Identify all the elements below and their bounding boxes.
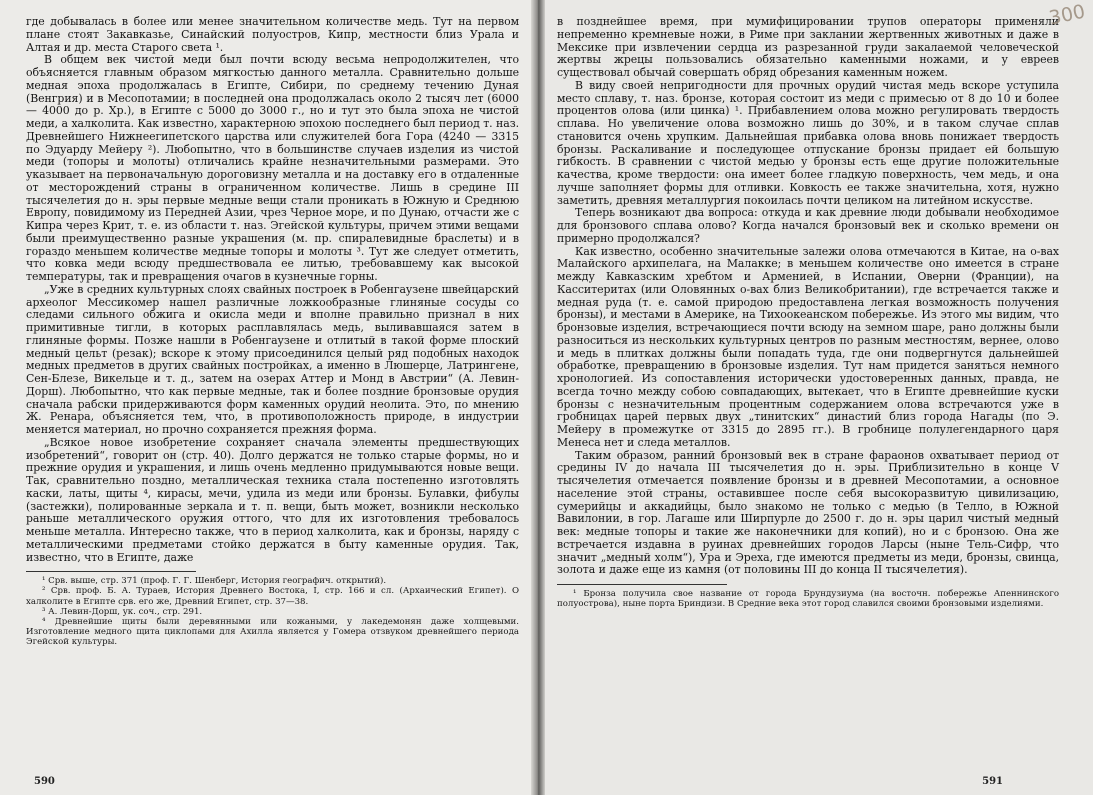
footnote: ¹ Срв. выше, стр. 371 (проф. Г. Г. Шенберг, История географич. открытий). — [42, 576, 387, 587]
book-gutter — [531, 0, 545, 795]
paragraph: Таким образом, ранний бронзовый век в стране фараонов охватывает период от средины IV до начала III тысячелетия до н. эры. Приблизительно в конце V тысячелетия отмечается появление бронзы и в древней Месопотамии, а основное население этой страны, оставившее после себя высокоразвитую цивилизацию, сумерийцы и аккадийцы, было знакомо не только с медью (в Телло, в Южной Вавилонии, в гор. Лагаше или Ширпурле до 2500 г. до н. эры царил чистый медный век: медные топоры и такие же наконечники для копий), но и с бронзою. Она же встречается издавна в руинах древнейших городов Ларсы (ныне Тель-Сифр, что значит „медный холм“), Ура и Эреха, где имеются предметы из меди, бронзы, свинца, золота и даже еще из камня (от половины III до конца II тысячелетия). — [557, 448, 1059, 577]
paragraph: Теперь возникают два вопроса: откуда и как древние люди добывали необходимое для бронзового сплава олово? Когда начался бронзовый век и сколько времени он примерно продолжался? — [557, 206, 1059, 245]
footnote-rule — [557, 584, 727, 585]
left-page-text — [26, 16, 519, 564]
footnote: ¹ Бронза получила свое название от города Брундузиума (на восточн. побережье Апеннинского полуострова), ныне порта Бриндизи. В Средние века этот город славился своими бронзовыми изделиями. — [557, 589, 1059, 610]
left-page — [0, 0, 537, 795]
right-page — [537, 0, 1093, 795]
paragraph: Как известно, особенно значительные залежи олова отмечаются в Китае, на о-вах Малайского архипелага, на Малакке; в меньшем количестве оно имеется в стране между Кавказским хребтом и Арменией, в Испании, Оверни (Франции), на Касситеритах (или Оловянных о-вах близ Великобритании), где встречается также и медная руда (т. е. самой природою предоставлена легкая возможность получения бронзы), и местами в Америке, на Тихоокеанском побережье. Из этого мы видим, что бронзовые изделия, встречающиеся почти всюду на земном шаре, рано должны были разноситься из нескольких культурных центров по разным местностям, вернее, олово и медь в плитках должны были попадать туда, где они подвергнутся дальнейшей обработке, превращению в бронзовые изделия. Тут нам придется заняться немного хронологией. Из сопоставления исторически удостоверенных данных, правда, не всегда точно между собою совпадающих, вытекает, что в Египте древнейшие куски бронзы с незначительным процентным содержанием олова встречаются уже в гробницах царей первых двух „тинитских“ династий близ города Нагады (по Э. Мейеру в промежутке от 3315 до 2895 гг.). В гробнице полулегендарного царя Менеса нет и следа металлов. — [557, 244, 1059, 449]
paragraph: „Уже в средних культурных слоях свайных построек в Робенгаузене швейцарский археолог Мессикомер нашел различные ложкообразные глиняные сосуды со следами сильного обжига и окисла меди и вполне правильно признал в них примитивные тигли, в которых расплавлялась медь, выливавшаяся затем в глиняные формы. Позже нашли в Робенгаузене и отлитый в такой форме плоский медный цельт (резак); вскоре к этому присоединился целый ряд подобных находок медных предметов в других свайных постройках, а именно в Люшерце, Латрингене, Сен-Блезе, Викельце и т. д., затем на озерах Аттер и Монд в Австрии“ (А. Левин-Дорш). Любопытно, что как первые медные, так и более поздние бронзовые орудия сначала рабски придерживаются форм каменных орудий неолита. Это, по мнению Ж. Ренара, объясняется тем, что, в противоположность природе, в индустрии меняется материал, но прочно сохраняется прежняя форма. — [26, 282, 519, 436]
footnote: ⁴ Древнейшие щиты были деревянными или кожаными, у лакедемонян даже холщевыми. Изготовление медного щита циклопами для Ахилла является у Гомера отзвуком древнейшего периода Эгейской культуры. — [26, 617, 519, 648]
paragraph: В виду своей непригодности для прочных орудий чистая медь вскоре уступила место сплаву, т. наз. бронзе, которая состоит из меди с примесью от 8 до 10 и более процентов олова (или цинка) ¹. Прибавлением олова можно регулировать твердость сплава. Но увеличение олова возможно лишь до 30%, и в таком случае сплав становится очень хрупким. Дальнейшая прибавка олова вновь понижает твердость бронзы. Раскаливание и последующее отпускание бронзы придает ей большую гибкость. В сравнении с чистой медью у бронзы есть еще другие положительные качества, кроме твердости: она имеет более гладкую поверхность, чем медь, и она лучше заполняет формы для отливки. Ковкость ее также значительна, хотя, нужно заметить, древняя металлургия покоилась почти целиком на литейном искусстве. — [557, 78, 1059, 207]
right-footnotes — [557, 589, 1059, 609]
page-number: 590 — [34, 776, 55, 787]
footnote: ² Срв. проф. Б. А. Тураев, История Древнего Востока, I, стр. 166 и сл. (Архаический Египет). О халколите в Египте срв. его же, Древний Египет, стр. 37—38. — [26, 586, 519, 607]
page-number: 591 — [982, 776, 1003, 787]
paragraph: „Всякое новое изобретение сохраняет сначала элементы предшествующих изобретений“, говорит он (стр. 40). Долго держатся не только старые формы, но и прежние орудия и украшения, и лишь очень медленно придумываются новые вещи. Так, сравнительно поздно, металлическая техника стала постепенно изготовлять каски, латы, щиты ⁴, кирасы, мечи, удила из меди или бронзы. Булавки, фибулы (застежки), полированные зеркала и т. п. вещи, быть может, возникли несколько раньше металлического оружия оттого, что для их изготовления требовалось меньше металла. Интересно также, что в период халколита, как и бронзы, наряду с металлическими предметами стойко держатся в быту каменные орудия. Так, известно, что в Египте, даже — [26, 435, 519, 564]
left-footnotes — [26, 576, 519, 647]
paragraph: в позднейшее время, при мумифицировании трупов операторы применяли непременно кремневые ножи, в Риме при заклании жертвенных животных и даже в Мексике при извлечении сердца из разрезанной груди закалаемой человеческой жертвы жрецы пользовались обязательно каменными ножами, и у евреев существовал обычай совершать обряд обрезания каменным ножем. — [557, 15, 1059, 79]
right-page-text — [557, 16, 1059, 577]
handwritten-page-mark: 300 — [1046, 0, 1087, 30]
paragraph: где добывалась в более или менее значительном количестве медь. Тут на первом плане стоят Закавказье, Синайский полуостров, Кипр, местности близ Урала и Алтая и др. места Старого света ¹. — [26, 15, 519, 54]
paragraph: В общем век чистой меди был почти всюду весьма непродолжителен, что объясняется главным образом мягкостью данного металла. Сравнительно дольше медная эпоха продолжалась в Египте, Сибири, по среднему течению Дуная (Венгрия) и в Месопотамии; в последней она продолжалась около 2 тысяч лет (6000 — 4000 до р. Хр.), в Египте с 5000 до 3000 г., но и тут это была эпоха не чистой меди, а халколита. Как известно, характерною эпохою последнего был период т. наз. Древнейшего Нижнеегипетского царства или служителей бога Гора (4240 — 3315 по Эдуарду Мейеру ²). Любопытно, что в большинстве случаев изделия из чистой меди (топоры и молоты) отличались крайне незначительными размерами. Это указывает на первоначальную дороговизну металла и на доставку его в отдаленные от месторождений страны в ограниченном количестве. Лишь в средине III тысячелетия до н. эры первые медные вещи стали проникать в Южную и Среднюю Европу, повидимому из Передней Азии, чрез Черное море, и по Дунаю, отчасти же с Кипра через Крит, т. е. из области т. наз. Эгейской культуры, причем этими вещами были преимущественно разные украшения (м. пр. спиралевидные браслеты) и в гораздо меньшем количестве медные топоры и молоты ³. Тут же следует отметить, что ковка меди всюду предшествовала ее литью, требовавшему как высокой температуры, так и превращения очагов в кузнечные горны. — [26, 53, 519, 283]
footnote: ³ А. Левин-Дорш, ук. соч., стр. 291. — [42, 606, 203, 617]
footnote-rule — [26, 571, 196, 572]
